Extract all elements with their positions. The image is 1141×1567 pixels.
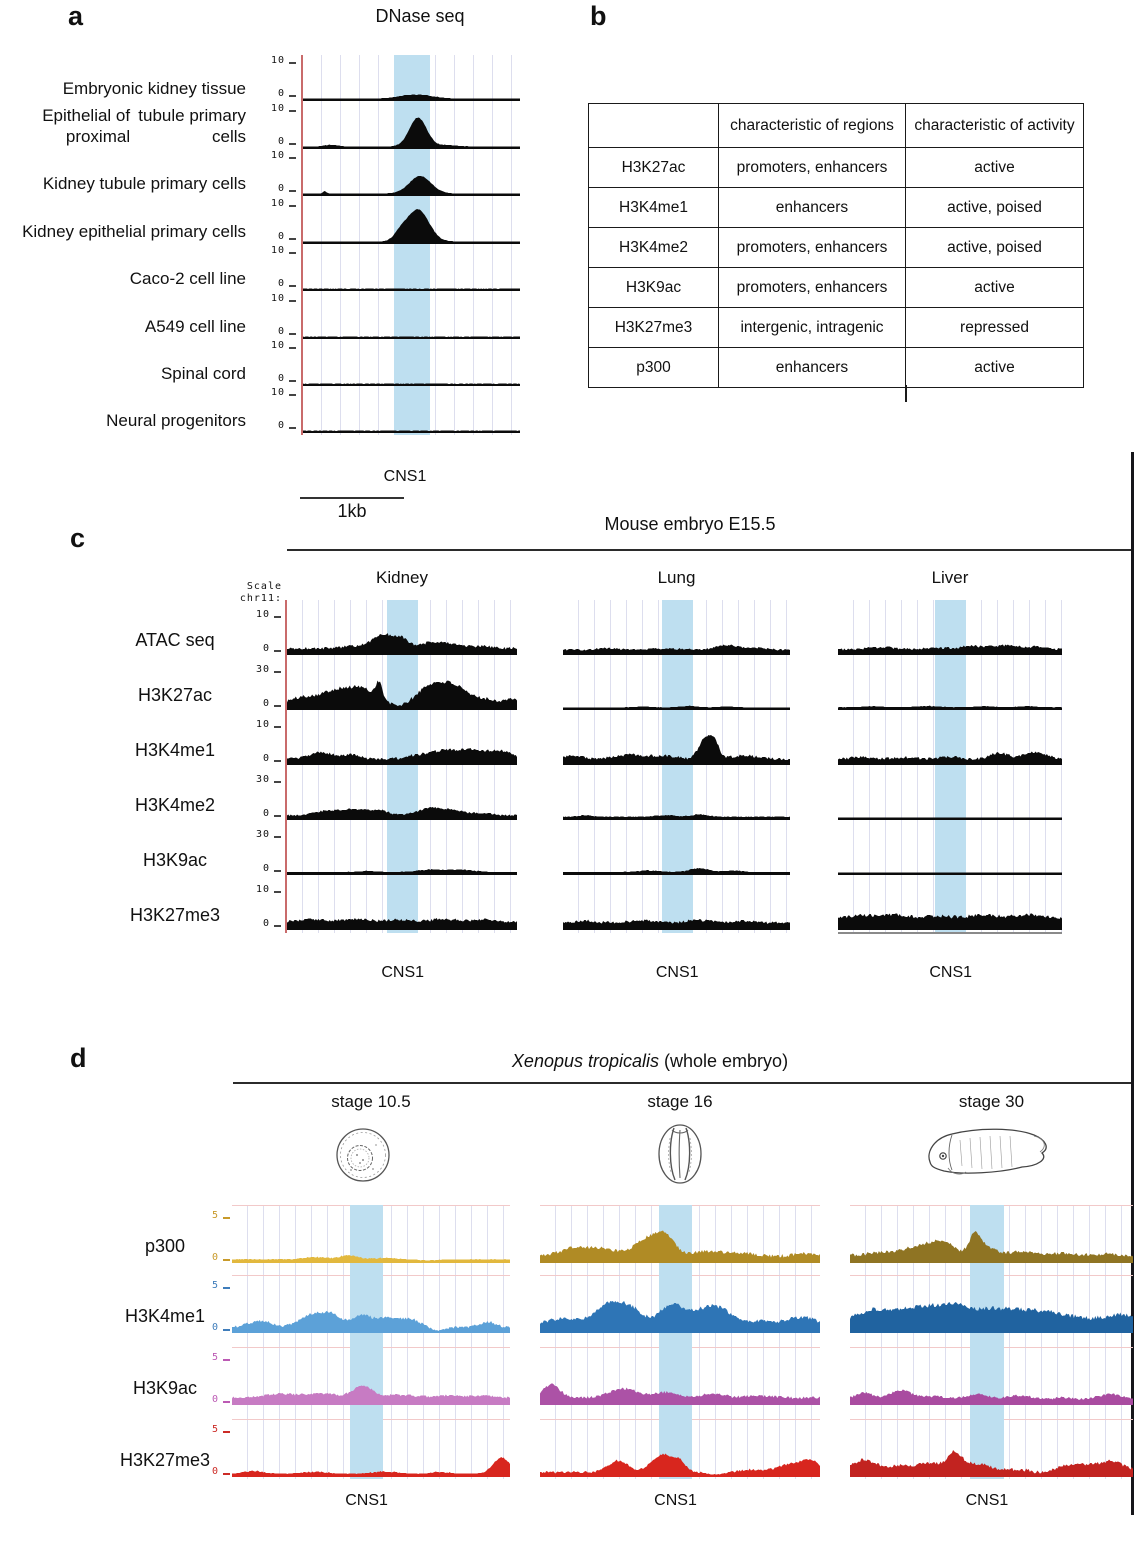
scale-tick xyxy=(289,62,296,64)
scale-tick xyxy=(289,380,296,382)
panel-b-letter: b xyxy=(590,1,607,31)
scale-tick xyxy=(289,190,296,192)
panel-d-title xyxy=(400,1051,900,1072)
blastula-embryo-icon xyxy=(333,1125,393,1192)
table-cell-4-2: repressed xyxy=(906,308,1084,348)
panel-d-scale-max-0 xyxy=(184,1207,230,1221)
panel-a-region-label: CNS1 xyxy=(383,468,427,485)
panel-c-scale-min-2 xyxy=(235,750,281,764)
scale-tick xyxy=(274,836,281,838)
column-title-liver: Liver xyxy=(931,568,969,587)
panel-a-scale-min-6 xyxy=(250,370,296,384)
track-stage1-h3k9ac xyxy=(540,1347,820,1405)
row-label-h3k4me1: H3K4me1 xyxy=(134,740,216,760)
track-stage0-p300 xyxy=(232,1205,510,1263)
panel-a-scale-max-5-value: 10 xyxy=(270,293,285,304)
panel-c-region-label-liver: CNS1 xyxy=(929,964,973,981)
track-stage1-h3k27me3 xyxy=(540,1419,820,1477)
track-liver-h3k9ac xyxy=(838,825,1062,875)
panel-c-scale-max-3 xyxy=(235,771,281,785)
scale-tick xyxy=(289,394,296,396)
track-liver-h3k4me1 xyxy=(838,715,1062,765)
track-label-spinalcord xyxy=(6,340,246,384)
panel-c-scale-max-4-value: 30 xyxy=(255,829,270,840)
panel-a-scale-max-1-value: 10 xyxy=(270,103,285,114)
column-title-lung: Lung xyxy=(657,568,696,587)
stage-label-2: stage 30 xyxy=(958,1092,1025,1111)
table-cell-0-1: promoters, enhancers xyxy=(719,148,906,188)
table-cell-3-2: active xyxy=(906,268,1084,308)
panel-a-scale-max-6-value: 10 xyxy=(270,340,285,351)
scale-tick xyxy=(274,781,281,783)
track-stage1-h3k4me1 xyxy=(540,1275,820,1333)
track-kidney-h3k4me1 xyxy=(287,715,517,765)
panel-a-scale-max-2-value: 10 xyxy=(270,150,285,161)
scale-tick xyxy=(274,671,281,673)
panel-c-scale-min-5-value: 0 xyxy=(262,918,270,929)
scalebar-label: 1kb xyxy=(337,501,367,521)
panel-a-track-area xyxy=(303,55,520,435)
track-label-line: tubule primary cells xyxy=(138,106,246,146)
panel-c-header-rule xyxy=(287,549,1133,551)
panel-d-scale-min-0 xyxy=(184,1249,230,1263)
panel-d-letter: d xyxy=(70,1043,87,1073)
panel-d-track-area-stage-0 xyxy=(232,1205,510,1479)
panel-a-scale-max-2 xyxy=(250,147,296,161)
track-label-line: Neural progenitors xyxy=(106,411,246,430)
panel-d-scale-min-1 xyxy=(184,1319,230,1333)
track-stage0-h3k4me1 xyxy=(232,1275,510,1333)
track-liver-h3k27ac xyxy=(838,660,1062,710)
panel-c-scale-min-4-value: 0 xyxy=(262,863,270,874)
scale-tick xyxy=(274,925,281,927)
panel-a-scale-max-7 xyxy=(250,384,296,398)
panel-a-scale-max-3 xyxy=(250,195,296,209)
panel-c-scale-min-0-value: 0 xyxy=(262,643,270,654)
panel-a-scale-min-4-value: 0 xyxy=(277,278,285,289)
dnase-track-0 xyxy=(303,57,520,101)
scale-tick xyxy=(274,815,281,817)
panel-d-header-rule xyxy=(233,1082,1133,1084)
scale-tick xyxy=(289,110,296,112)
panel-a-scale-min-5-value: 0 xyxy=(277,326,285,337)
track-underline xyxy=(838,932,1062,934)
panel-c-scale-max-5-value: 10 xyxy=(255,884,270,895)
panel-a-scale-min-1-value: 0 xyxy=(277,136,285,147)
panel-a-scale-max-1 xyxy=(250,100,296,114)
panel-c-scale-min-3-value: 0 xyxy=(262,808,270,819)
panel-d-scale-max-3 xyxy=(184,1421,230,1435)
panel-c-scale-max-3-value: 30 xyxy=(255,774,270,785)
track-stage2-h3k4me1 xyxy=(850,1275,1133,1333)
scale-tick xyxy=(223,1217,230,1219)
panel-c-scale-max-2-value: 10 xyxy=(255,719,270,730)
track-stage2-p300 xyxy=(850,1205,1133,1263)
panel-d-scale-max-1 xyxy=(184,1277,230,1291)
panel-a-scale-min-7 xyxy=(250,417,296,431)
panel-d-scale-max-2 xyxy=(184,1349,230,1363)
panel-c-region-label-lung: CNS1 xyxy=(655,964,699,981)
panel-c-region-label-kidney: CNS1 xyxy=(381,964,425,981)
panel-a-scale-min-3-value: 0 xyxy=(277,231,285,242)
panel-a-scale-max-6 xyxy=(250,337,296,351)
panel-a-scale-min-2 xyxy=(250,180,296,194)
row-label-h3k9ac: H3K9ac xyxy=(132,1378,198,1398)
table-border-stub xyxy=(905,385,907,402)
track-kidney-h3k27ac xyxy=(287,660,517,710)
track-label-neuralprogenitors xyxy=(6,387,246,431)
track-kidney-atac-seq xyxy=(287,605,517,655)
scale-tick xyxy=(289,238,296,240)
row-label-h3k27ac: H3K27ac xyxy=(137,685,213,705)
track-stage0-h3k9ac xyxy=(232,1347,510,1405)
table-cell-3-1: promoters, enhancers xyxy=(719,268,906,308)
row-label-h3k27me3: H3K27me3 xyxy=(129,905,221,925)
panel-c-scale-min-2-value: 0 xyxy=(262,753,270,764)
table-cell-4-0: H3K27me3 xyxy=(589,308,719,348)
panel-c-scale-max-1 xyxy=(235,661,281,675)
track-label-a549cellline xyxy=(6,293,246,337)
scale-tick xyxy=(223,1287,230,1289)
panel-d-region-label-stage-1: CNS1 xyxy=(654,1492,697,1509)
stage-label-0: stage 10.5 xyxy=(331,1092,411,1111)
track-kidney-h3k4me2 xyxy=(287,770,517,820)
scale-tick xyxy=(223,1401,230,1403)
table-row-h3k27ac xyxy=(589,148,1084,188)
scale-tick xyxy=(289,95,296,97)
panel-c-scale-min-1-value: 0 xyxy=(262,698,270,709)
track-stage2-h3k27me3 xyxy=(850,1419,1133,1477)
track-kidney-h3k9ac xyxy=(287,825,517,875)
dnase-track-2 xyxy=(303,152,520,196)
scale-tick xyxy=(289,157,296,159)
table-cell-5-0: p300 xyxy=(589,348,719,388)
row-label-atac-seq: ATAC seq xyxy=(135,630,215,650)
scale-tick xyxy=(274,726,281,728)
table-cell-1-0: H3K4me1 xyxy=(589,188,719,228)
panel-a-scale-max-0 xyxy=(250,52,296,66)
track-lung-h3k4me1 xyxy=(563,715,790,765)
track-label-line: A549 cell line xyxy=(144,317,246,336)
track-stage0-h3k27me3 xyxy=(232,1419,510,1477)
scale-tick xyxy=(289,427,296,429)
panel-a-scale-min-0 xyxy=(250,85,296,99)
panel-d-track-area-stage-2 xyxy=(850,1205,1133,1479)
table-cell-2-1: promoters, enhancers xyxy=(719,228,906,268)
stage-label-1: stage 16 xyxy=(647,1092,713,1111)
panel-a-scale-max-4 xyxy=(250,242,296,256)
panel-c-scale-min-4 xyxy=(235,860,281,874)
dnase-track-3 xyxy=(303,200,520,244)
table-row-h3k27me3 xyxy=(589,308,1084,348)
scale-tick xyxy=(274,616,281,618)
panel-c-scale-min-5 xyxy=(235,915,281,929)
dnase-track-5 xyxy=(303,295,520,339)
scale-tick xyxy=(274,650,281,652)
panel-a-scale-max-7-value: 10 xyxy=(270,387,285,398)
neurula-embryo-icon xyxy=(656,1122,704,1191)
track-label-kidneytubuleprimarycells xyxy=(6,150,246,194)
table-cell-4-1: intergenic, intragenic xyxy=(719,308,906,348)
scale-tick xyxy=(289,300,296,302)
panel-c-scale-min-0 xyxy=(235,640,281,654)
browser-scale-label: Scale xyxy=(246,581,282,592)
scale-tick xyxy=(289,252,296,254)
track-lung-h3k4me2 xyxy=(563,770,790,820)
panel-a-scale-min-1 xyxy=(250,133,296,147)
panel-d-scale-min-2-value: 0 xyxy=(211,1394,219,1405)
panel-a-scale-min-5 xyxy=(250,323,296,337)
panel-d-scale-min-3 xyxy=(184,1463,230,1477)
panel-d-scale-max-0-value: 5 xyxy=(211,1210,219,1221)
track-lung-h3k9ac xyxy=(563,825,790,875)
panel-a-scale-min-0-value: 0 xyxy=(277,88,285,99)
panel-c-scale-max-0-value: 10 xyxy=(255,609,270,620)
scale-tick xyxy=(289,205,296,207)
table-cell-1-2: active, poised xyxy=(906,188,1084,228)
row-label-h3k4me1: H3K4me1 xyxy=(124,1306,206,1326)
dnase-track-4 xyxy=(303,247,520,291)
panel-d-region-label-stage-2: CNS1 xyxy=(965,1492,1009,1509)
row-label-h3k27me3: H3K27me3 xyxy=(119,1450,211,1470)
scale-tick xyxy=(274,891,281,893)
panel-c-track-area-lung xyxy=(563,600,790,933)
panel-d-scale-max-1-value: 5 xyxy=(211,1280,219,1291)
panel-d-track-area-stage-1 xyxy=(540,1205,820,1479)
scale-tick xyxy=(223,1431,230,1433)
track-label-line: Caco-2 cell line xyxy=(129,269,246,288)
panel-c-scale-min-1 xyxy=(235,695,281,709)
scale-tick xyxy=(223,1359,230,1361)
table-row-p300 xyxy=(589,348,1084,388)
panel-d-scale-min-1-value: 0 xyxy=(211,1322,219,1333)
table-cell-1-1: enhancers xyxy=(719,188,906,228)
panel-d-scale-max-3-value: 5 xyxy=(211,1424,219,1435)
scale-tick xyxy=(223,1473,230,1475)
scale-tick xyxy=(223,1329,230,1331)
track-label-line: Epithelial of proximal xyxy=(42,106,131,146)
track-label-caco-2cellline xyxy=(6,245,246,289)
panel-a-scale-max-4-value: 10 xyxy=(270,245,285,256)
scalebar-line xyxy=(300,497,404,499)
table-header-cell-0 xyxy=(589,104,719,148)
track-label-line: Embryonic kidney tissue xyxy=(62,79,246,98)
panel-c-scale-max-4 xyxy=(235,826,281,840)
table-header-row xyxy=(589,104,1084,148)
table-header-cell-2: characteristic of activity xyxy=(906,104,1084,148)
browser-chr-label: chr11: xyxy=(239,593,282,604)
panel-c-track-area-kidney xyxy=(287,600,517,933)
tailbud-embryo-icon xyxy=(918,1122,1054,1191)
panel-a-title: DNase seq xyxy=(375,6,465,26)
panel-a-scale-max-5 xyxy=(250,290,296,304)
table-row-h3k4me1 xyxy=(589,188,1084,228)
track-kidney-h3k27me3 xyxy=(287,880,517,930)
dnase-track-1 xyxy=(303,105,520,149)
table-cell-5-1: enhancers xyxy=(719,348,906,388)
panel-d-title-suffix: (whole embryo) xyxy=(659,1051,789,1071)
track-label-line: Kidney tubule primary cells xyxy=(42,174,246,193)
panel-c-title: Mouse embryo E15.5 xyxy=(604,514,776,534)
panel-a-letter: a xyxy=(68,1,84,31)
table-row-h3k9ac xyxy=(589,268,1084,308)
panel-d-scale-max-2-value: 5 xyxy=(211,1352,219,1363)
scale-tick xyxy=(289,333,296,335)
track-lung-h3k27me3 xyxy=(563,880,790,930)
panel-c-letter: c xyxy=(70,523,86,553)
table-cell-0-2: active xyxy=(906,148,1084,188)
panel-d-title-species: Xenopus tropicalis xyxy=(511,1051,660,1071)
track-label-epithelialofproximal-tubuleprimarycells xyxy=(6,103,246,147)
scale-tick xyxy=(289,285,296,287)
track-label-kidneyepithelialprimarycells xyxy=(6,198,246,242)
track-stage1-p300 xyxy=(540,1205,820,1263)
track-liver-h3k4me2 xyxy=(838,770,1062,820)
panel-d-scale-min-2 xyxy=(184,1391,230,1405)
row-label-p300: p300 xyxy=(144,1236,186,1256)
scale-tick xyxy=(274,705,281,707)
panel-a-scale-min-4 xyxy=(250,275,296,289)
scale-tick xyxy=(289,143,296,145)
track-liver-h3k27me3 xyxy=(838,880,1062,930)
row-label-h3k9ac: H3K9ac xyxy=(142,850,208,870)
scale-tick xyxy=(223,1259,230,1261)
panel-a-scale-max-0-value: 10 xyxy=(270,55,285,66)
table-cell-2-2: active, poised xyxy=(906,228,1084,268)
histone-mark-table xyxy=(588,103,1084,388)
table-row-h3k4me2 xyxy=(589,228,1084,268)
track-lung-atac-seq xyxy=(563,605,790,655)
dnase-track-7 xyxy=(303,389,520,433)
dnase-track-6 xyxy=(303,342,520,386)
panel-a-scale-max-3-value: 10 xyxy=(270,198,285,209)
scale-tick xyxy=(289,347,296,349)
panel-a-scale-min-3 xyxy=(250,228,296,242)
panel-c-scale-min-3 xyxy=(235,805,281,819)
table-cell-3-0: H3K9ac xyxy=(589,268,719,308)
table-header-cell-1: characteristic of regions xyxy=(719,104,906,148)
track-liver-atac-seq xyxy=(838,605,1062,655)
panel-a-scale-min-7-value: 0 xyxy=(277,420,285,431)
track-label-line: Kidney epithelial primary cells xyxy=(22,222,246,241)
track-label-line: Spinal cord xyxy=(160,364,246,383)
panel-c-scale-max-2 xyxy=(235,716,281,730)
scale-tick xyxy=(274,870,281,872)
panel-d-scale-min-3-value: 0 xyxy=(211,1466,219,1477)
panel-c-scale-max-1-value: 30 xyxy=(255,664,270,675)
panel-a-scale-min-6-value: 0 xyxy=(277,373,285,384)
track-lung-h3k27ac xyxy=(563,660,790,710)
panel-a-scale-min-2-value: 0 xyxy=(277,183,285,194)
column-title-kidney: Kidney xyxy=(376,568,428,587)
table-cell-2-0: H3K4me2 xyxy=(589,228,719,268)
table-cell-5-2: active xyxy=(906,348,1084,388)
panel-c-scale-max-5 xyxy=(235,881,281,895)
track-label-embryonickidneytissue xyxy=(6,55,246,99)
panel-c-scale-max-0 xyxy=(235,606,281,620)
panel-d-region-label-stage-0: CNS1 xyxy=(345,1492,388,1509)
panel-c-track-area-liver xyxy=(838,600,1062,933)
row-label-h3k4me2: H3K4me2 xyxy=(134,795,216,815)
track-stage2-h3k9ac xyxy=(850,1347,1133,1405)
table-cell-0-0: H3K27ac xyxy=(589,148,719,188)
panel-d-scale-min-0-value: 0 xyxy=(211,1252,219,1263)
scale-tick xyxy=(274,760,281,762)
